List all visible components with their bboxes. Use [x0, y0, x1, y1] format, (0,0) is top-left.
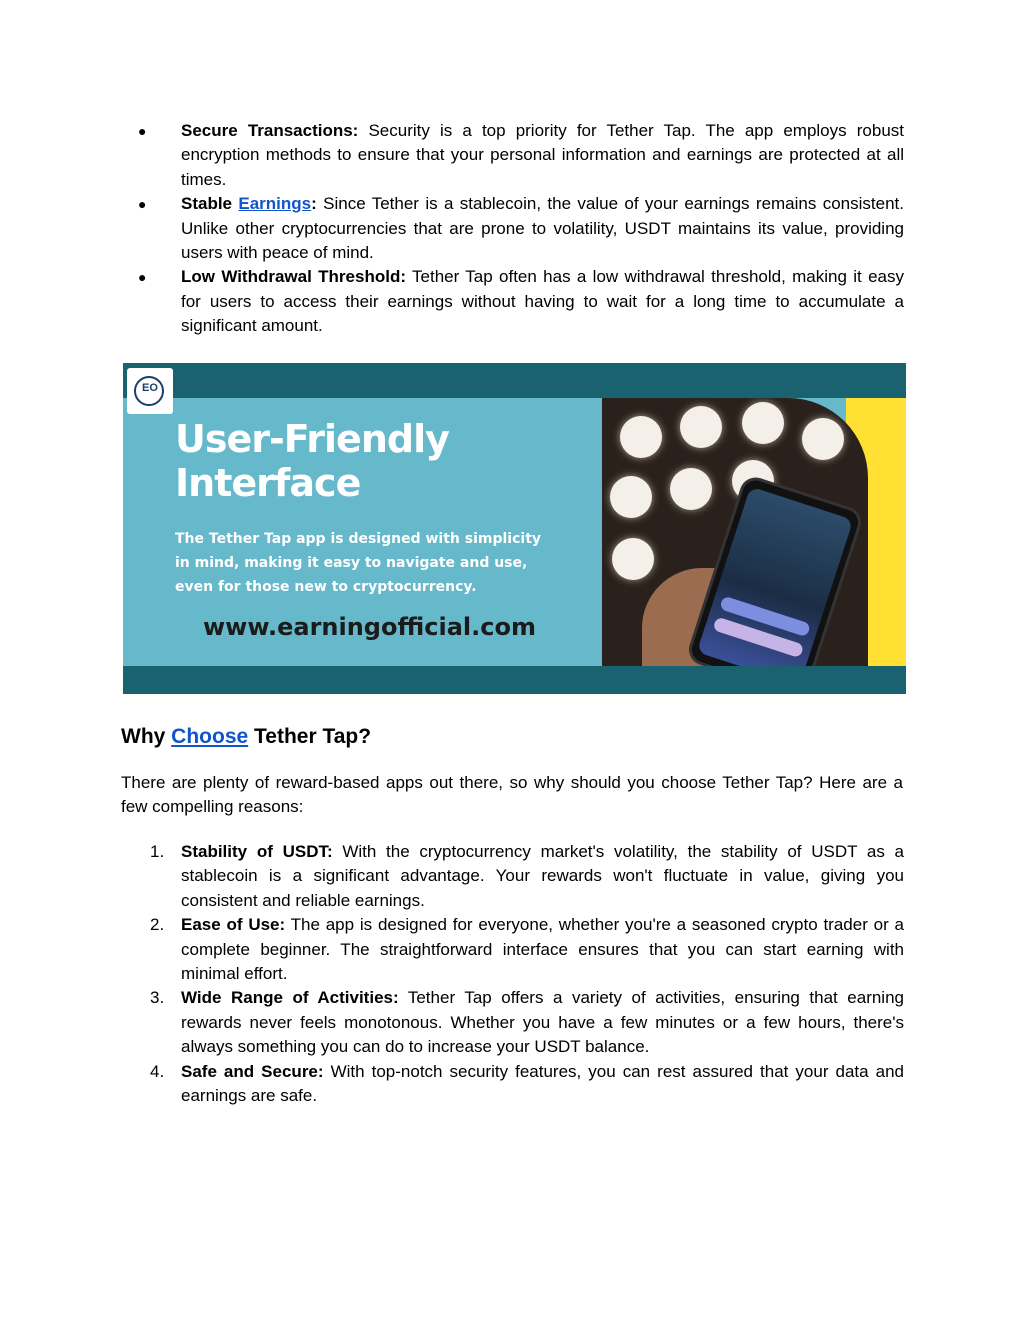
- list-item: [138, 913, 904, 986]
- promo-banner-image: [123, 363, 906, 694]
- item-number: 3.: [150, 988, 165, 1008]
- heading-suffix: Tether Tap?: [248, 725, 372, 748]
- reason-text: With the cryptocurrency market's volatility, the stability of USDT as a stablecoin is a significant advantage. Your rewards won't fluctuate in value, giving you consistent and reliable earnings.: [181, 842, 904, 910]
- bullet-title: Secure Transactions:: [181, 121, 359, 140]
- section-intro: There are plenty of reward-based apps out there, so why should you choose Tether Tap? Here are a few compelling reasons:: [121, 773, 903, 817]
- logo-text: EO: [142, 382, 158, 394]
- item-number: 2.: [150, 915, 165, 935]
- bullet-title: Low Withdrawal Threshold:: [181, 267, 406, 287]
- list-item: [138, 840, 904, 913]
- list-item: [138, 192, 904, 265]
- list-item: [138, 119, 904, 192]
- site-logo: [127, 368, 173, 414]
- bokeh-light: [802, 418, 844, 460]
- bullet-title: Stable: [181, 194, 239, 214]
- section-heading: [121, 722, 371, 752]
- bullet-text: Tether Tap often has a low withdrawal threshold, making it easy for users to access their earnings without having to wait for a long time to accumulate a significant amount.: [181, 267, 904, 336]
- bokeh-light: [612, 538, 654, 580]
- banner-heading-line2: Interface: [175, 461, 361, 505]
- reason-title: Safe and Secure:: [181, 1061, 324, 1081]
- bokeh-light: [742, 402, 784, 444]
- phone-photo: [602, 398, 868, 666]
- banner-heading: [175, 417, 449, 505]
- bullet-title-colon: :: [311, 194, 317, 214]
- item-number: 4.: [150, 1061, 165, 1081]
- reason-text: Tether Tap offers a variety of activities, ensuring that earning rewards never feels monotonous. Whether you have a few minutes or a few hours, there's always something you can do to increase your USDT balance.: [181, 988, 904, 1057]
- banner-url: www.earningofficial.com: [203, 613, 536, 641]
- bullet-text: Security is a top priority for Tether Tap. The app employs robust encryption methods to ensure that your personal information and earnings are protected at all times.: [181, 121, 904, 189]
- reason-text: The app is designed for everyone, whether you're a seasoned crypto trader or a complete beginner. The straightforward interface ensures that you can start earning with minimal effort.: [181, 915, 904, 984]
- bokeh-light: [620, 416, 662, 458]
- banner-heading-line1: User-Friendly: [175, 417, 449, 461]
- bullet-icon: ●: [138, 123, 147, 139]
- feature-bullet-list: [138, 119, 904, 339]
- reason-title: Stability of USDT:: [181, 842, 333, 861]
- reason-title: Wide Range of Activities:: [181, 988, 399, 1008]
- bullet-icon: ●: [138, 269, 147, 286]
- list-item: [138, 265, 904, 338]
- bokeh-light: [610, 476, 652, 518]
- list-item: [138, 1060, 904, 1109]
- reason-title: Ease of Use:: [181, 915, 286, 935]
- bullet-icon: ●: [138, 196, 147, 213]
- list-item: [138, 986, 904, 1059]
- bokeh-light: [680, 406, 722, 448]
- item-number: 1.: [150, 842, 165, 861]
- choose-link[interactable]: Choose: [171, 725, 249, 748]
- earnings-link[interactable]: Earnings: [238, 194, 312, 214]
- reason-text: With top-notch security features, you can rest assured that your data and earnings are safe.: [181, 1061, 904, 1106]
- heading-prefix: Why: [121, 725, 172, 748]
- bokeh-light: [670, 468, 712, 510]
- bullet-text: Since Tether is a stablecoin, the value of your earnings remains consistent. Unlike other cryptocurrencies that are prone to volatility, USDT maintains its value, providing users with peace of mind.: [181, 194, 904, 263]
- reasons-list: [138, 840, 904, 1108]
- banner-body-text: The Tether Tap app is designed with simplicity in mind, making it easy to navigate and use, even for those new to cryptocurrency.: [175, 531, 542, 595]
